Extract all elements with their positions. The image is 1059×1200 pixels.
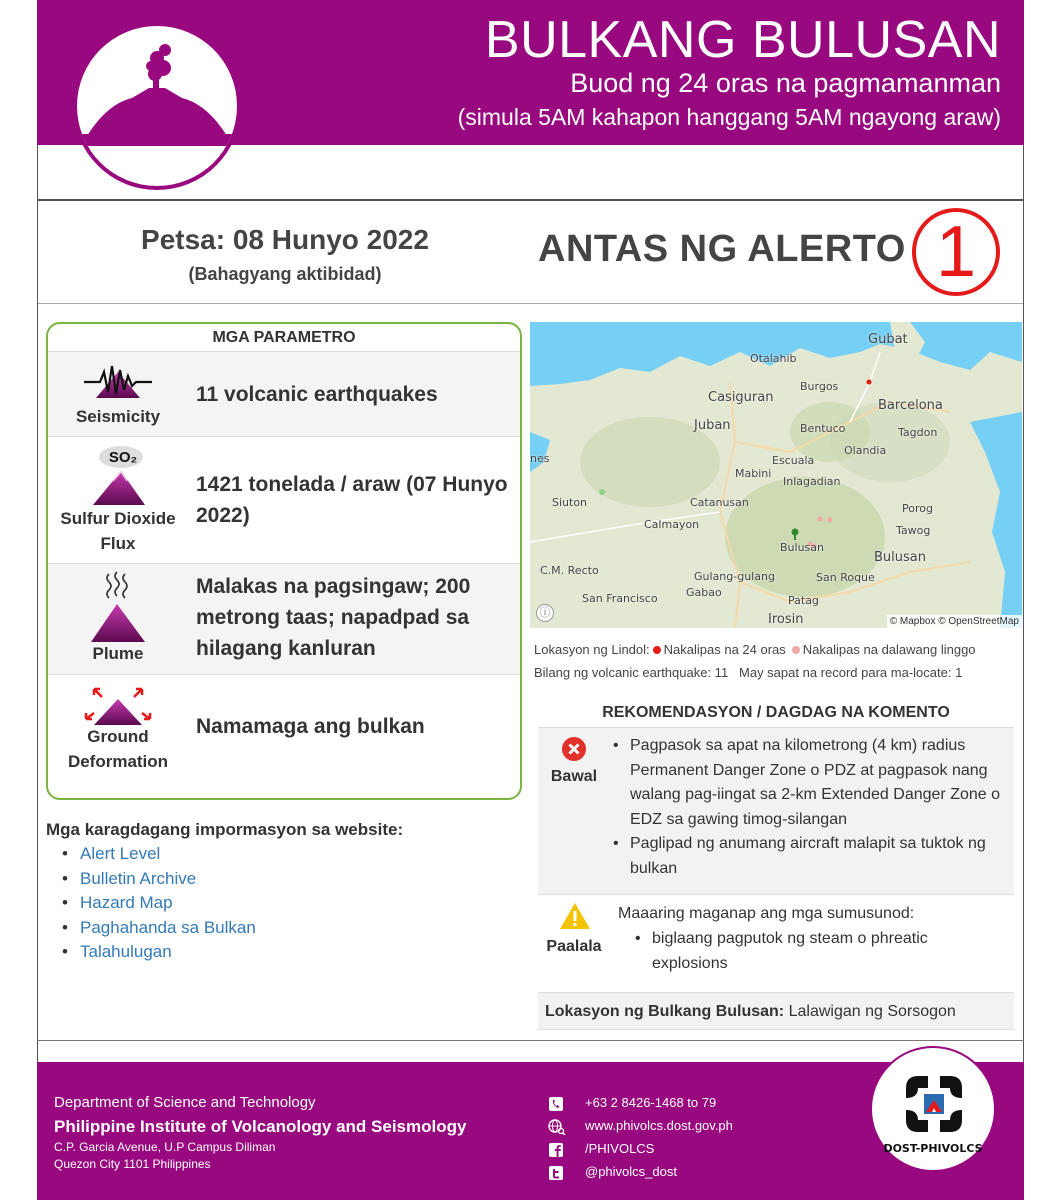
parameter-label: Plume bbox=[92, 644, 144, 663]
legend-prefix: Lokasyon ng Lindol: bbox=[534, 642, 650, 657]
parameter-label: Seismicity bbox=[75, 407, 161, 426]
map-place: Otalahib bbox=[750, 352, 797, 365]
status-divider bbox=[38, 303, 1023, 304]
volcano-logo-icon bbox=[77, 26, 237, 186]
link-talahulugan[interactable]: • Talahulugan bbox=[62, 940, 256, 965]
location-value: Lalawigan ng Sorsogon bbox=[788, 1003, 956, 1020]
map-place: Gulang-gulang bbox=[694, 570, 775, 583]
footer-address-1: C.P. Garcia Avenue, U.P Campus Diliman bbox=[54, 1140, 276, 1154]
volcanic-eq-count: Bilang ng volcanic earthquake: 11 bbox=[534, 665, 729, 680]
footer-institute: Philippine Institute of Volcanology and Seismology bbox=[54, 1117, 467, 1136]
map-place: Escuala bbox=[772, 454, 815, 467]
parameter-value: 11 volcanic earthquakes bbox=[196, 383, 438, 406]
map-place: Inlagadian bbox=[783, 475, 841, 488]
footer-address-2: Quezon City 1101 Philippines bbox=[54, 1157, 211, 1171]
link-alert-level[interactable]: • Alert Level bbox=[62, 842, 256, 867]
parameter-value: Malakas na pagsingaw; 200 metrong taas; napadpad sa hilagang kanluran bbox=[196, 575, 471, 660]
parameter-row-deformation bbox=[48, 675, 520, 800]
map-place: Bulusan bbox=[780, 541, 824, 554]
parameter-label: Ground Deformation bbox=[67, 727, 169, 771]
dost-phivolcs-logo bbox=[870, 1046, 996, 1172]
bawal-list bbox=[610, 734, 1006, 881]
bawal-label: Bawal bbox=[550, 768, 598, 785]
legend-24h-dot bbox=[653, 646, 661, 654]
facebook-icon bbox=[548, 1142, 564, 1158]
bulletin-date: Petsa: 08 Hunyo 2022 bbox=[141, 224, 429, 255]
bawal-item: • Paglipad ng anumang aircraft malapit sa tuktok ng bulkan bbox=[610, 832, 1006, 881]
legend-2w-dot bbox=[792, 646, 800, 654]
legend-2w-label: Nakalipas na dalawang linggo bbox=[802, 642, 976, 657]
link-hazard-map[interactable]: • Hazard Map bbox=[62, 891, 256, 916]
more-info-title: Mga karagdagang impormasyon sa website: bbox=[46, 820, 404, 839]
parameter-label: Sulfur Dioxide Flux bbox=[60, 509, 176, 553]
globe-icon bbox=[548, 1119, 566, 1135]
prohibited-icon bbox=[561, 736, 587, 762]
map-place: Calmayon bbox=[644, 518, 700, 531]
warning-icon bbox=[559, 902, 591, 930]
paalala-list bbox=[632, 927, 1006, 976]
bulletin-period: (simula 5AM kahapon hanggang 5AM ngayong araw) bbox=[457, 104, 1001, 130]
map-place: Porog bbox=[902, 502, 933, 515]
map-place: Bulusan bbox=[874, 550, 926, 565]
map-place: San Roque bbox=[816, 571, 875, 584]
parameter-row-seismicity bbox=[48, 352, 520, 437]
earthquake-map[interactable] bbox=[530, 322, 1022, 628]
dost-phivolcs-emblem-icon bbox=[902, 1072, 966, 1136]
map-place: nes bbox=[530, 452, 550, 465]
footer-phone[interactable]: +63 2 8426-1468 to 79 bbox=[585, 1095, 717, 1110]
map-place: San Francisco bbox=[582, 592, 658, 605]
footer-dept: Department of Science and Technology bbox=[54, 1094, 316, 1111]
footer-twitter[interactable]: @phivolcs_dost bbox=[585, 1164, 677, 1179]
bawal-section bbox=[538, 727, 1014, 895]
activity-level: (Bahagyang aktibidad) bbox=[188, 264, 382, 284]
map-place: Gabao bbox=[686, 586, 722, 599]
header-divider bbox=[37, 199, 1024, 201]
map-place: Patag bbox=[788, 594, 819, 607]
map-place: Irosin bbox=[768, 612, 804, 627]
map-place: Tagdon bbox=[898, 426, 938, 439]
so2-badge: SO₂ bbox=[108, 449, 138, 466]
footer-facebook[interactable]: /PHIVOLCS bbox=[585, 1141, 655, 1156]
map-counts bbox=[534, 665, 962, 680]
map-place: Olandia bbox=[844, 444, 887, 457]
map-place: Juban bbox=[694, 418, 731, 433]
more-info-links bbox=[62, 842, 256, 965]
link-bulletin-archive[interactable]: • Bulletin Archive bbox=[62, 867, 256, 892]
paalala-item: • biglaang pagputok ng steam o phreatic explosions bbox=[632, 927, 1006, 976]
bawal-item: • Pagpasok sa apat na kilometrong (4 km) radius Permanent Danger Zone o PDZ at pagpasok nang walang pag-iingat sa 2-km Extended Danger Zone o EDZ sa gawing timog-silangan bbox=[610, 734, 1006, 832]
map-place: Siuton bbox=[552, 496, 588, 509]
map-info-icon[interactable]: ⓘ bbox=[536, 604, 554, 622]
map-place: Burgos bbox=[800, 380, 839, 393]
alert-level-badge bbox=[912, 208, 1000, 296]
twitter-icon bbox=[548, 1165, 564, 1181]
map-place: Barcelona bbox=[878, 398, 943, 413]
paalala-intro: Maaaring maganap ang mga sumusunod: bbox=[618, 905, 915, 922]
parameters-panel bbox=[46, 322, 522, 800]
parameter-row-plume bbox=[48, 564, 520, 675]
map-attribution[interactable]: © Mapbox © OpenStreetMap bbox=[887, 615, 1022, 628]
logo-caption: DOST-PHIVOLCS bbox=[883, 1142, 983, 1155]
bulletin-subtitle: Buod ng 24 oras na pagmamanman bbox=[570, 68, 1001, 98]
seismograph-icon bbox=[48, 362, 188, 403]
legend-24h-label: Nakalipas na 24 oras bbox=[663, 642, 786, 657]
parameter-row-so2 bbox=[48, 437, 520, 564]
recommendation-title: REKOMENDASYON / DAGDAG NA KOMENTO bbox=[602, 704, 950, 721]
map-legend bbox=[534, 642, 976, 657]
paalala-section bbox=[538, 896, 1014, 988]
map-place: Catanusan bbox=[690, 496, 749, 509]
link-paghahanda[interactable]: • Paghahanda sa Bulkan bbox=[62, 916, 256, 941]
map-place: Tawog bbox=[896, 524, 931, 537]
map-place: Gubat bbox=[868, 332, 908, 347]
alert-level-label: ANTAS NG ALERTO bbox=[538, 228, 906, 270]
parameters-title: MGA PARAMETRO bbox=[48, 324, 520, 352]
parameter-value: Namamaga ang bulkan bbox=[196, 715, 425, 738]
volcano-title: BULKANG BULUSAN bbox=[484, 11, 1001, 69]
map-place: Mabini bbox=[735, 467, 772, 480]
map-place: Casiguran bbox=[708, 390, 774, 405]
map-place: Bentuco bbox=[800, 422, 846, 435]
footer-website[interactable]: www.phivolcs.dost.gov.ph bbox=[585, 1118, 733, 1133]
map-place: C.M. Recto bbox=[540, 564, 599, 577]
alert-level-number: 1 bbox=[935, 212, 977, 292]
volcano-location bbox=[538, 992, 1014, 1030]
paalala-label: Paalala bbox=[546, 938, 602, 955]
parameter-value: 1421 tonelada / araw (07 Hunyo 2022) bbox=[196, 473, 508, 527]
plume-volcano-icon bbox=[48, 570, 188, 647]
locatable-count: May sapat na record para ma-locate: 1 bbox=[739, 665, 963, 680]
footer-divider bbox=[37, 1040, 1024, 1041]
location-label: Lokasyon ng Bulkang Bulusan: bbox=[545, 1003, 785, 1020]
phone-icon bbox=[548, 1096, 564, 1112]
